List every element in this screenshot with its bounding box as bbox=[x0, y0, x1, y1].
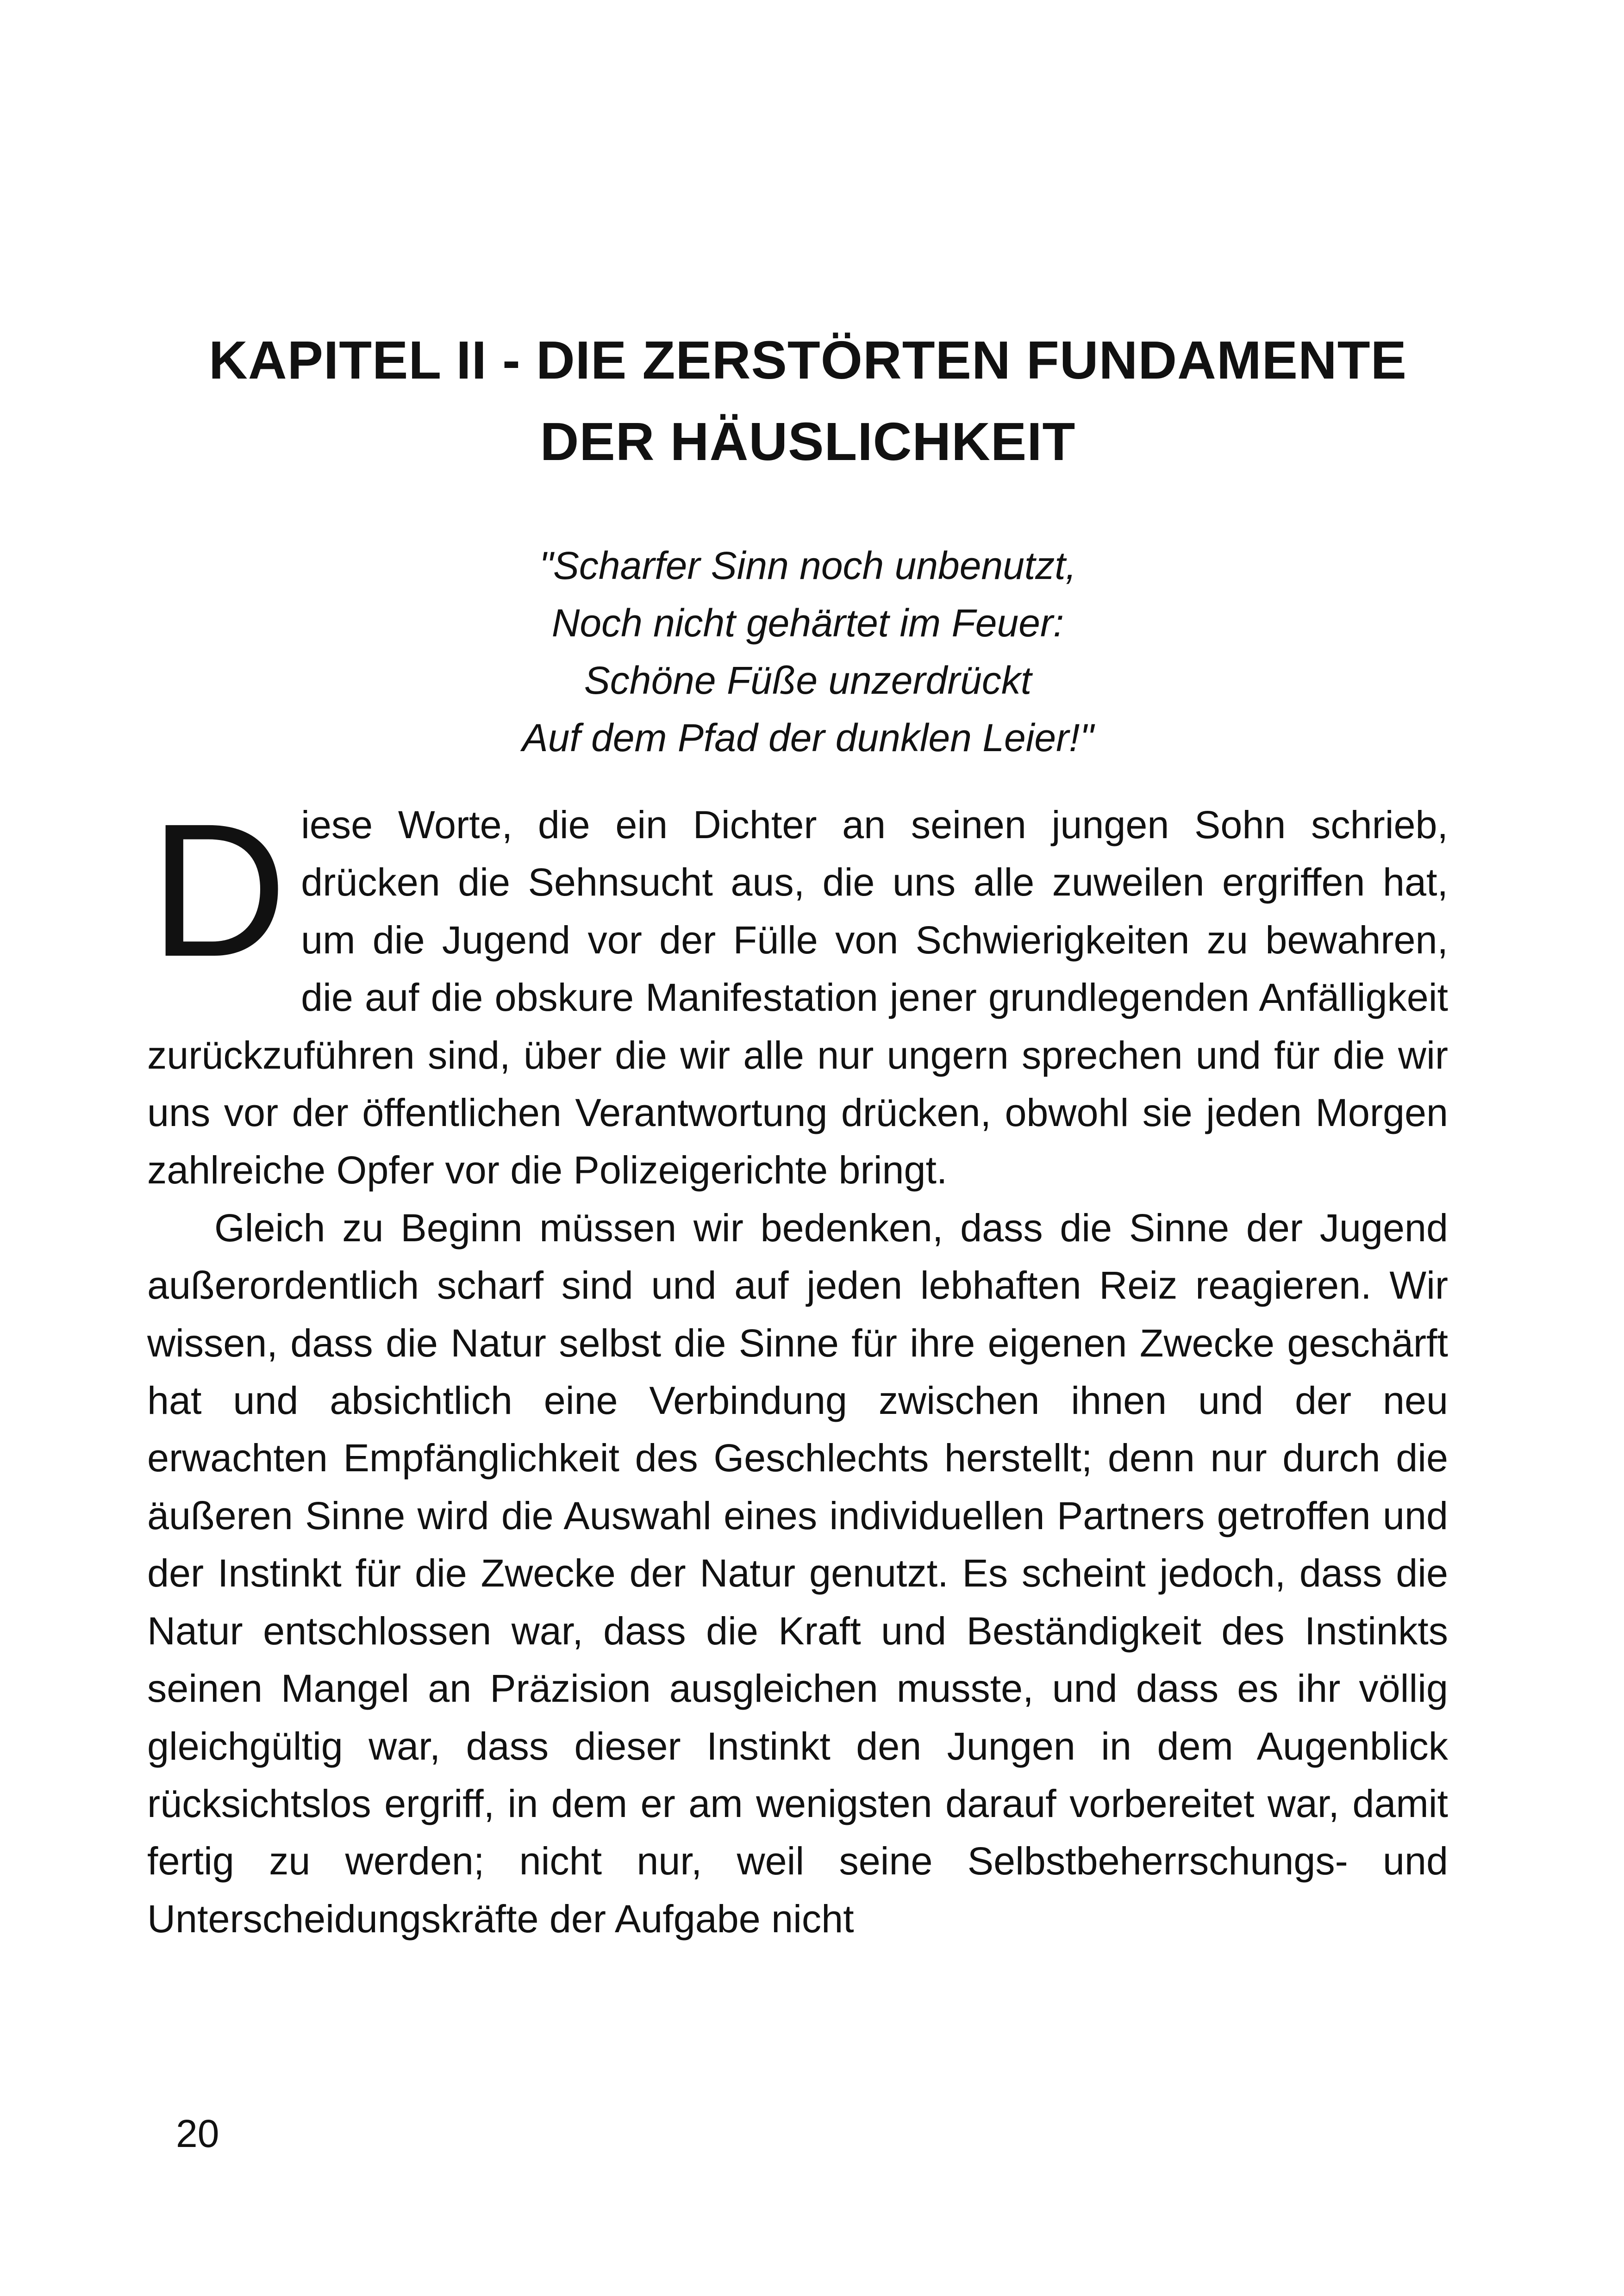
chapter-title bbox=[148, 319, 1468, 482]
body-text bbox=[147, 784, 1448, 1948]
epigraph-line-1: "Scharfer Sinn noch unbenutzt, bbox=[539, 544, 1076, 587]
epigraph-line-2: Noch nicht gehärtet im Feuer: bbox=[551, 601, 1064, 645]
chapter-title-line-1: KAPITEL II - DIE ZERSTÖRTEN FUNDAMENTE bbox=[209, 330, 1407, 390]
drop-cap: D bbox=[150, 784, 287, 996]
epigraph bbox=[148, 537, 1468, 766]
paragraph-2: Gleich zu Beginn müssen wir bedenken, dass die Sinne der Jugend außerordentlich scharf sind und auf jeden lebhaften Reiz reagieren. Wir wissen, dass die Natur selbst die Sinne für ihre eigenen Zwecke geschärft hat und absichtlich eine Verbindung zwischen ihnen und der neu erwachten Empfänglichkeit des Geschlechts herstellt; denn nur durch die äußeren Sinne wird die Auswahl eines individuellen Partners getroffen und der Instinkt für die Zwecke der Natur genutzt. Es scheint jedoch, dass die Natur entschlossen war, dass die Kraft und Beständigkeit des Instinkts seinen Mangel an Präzision ausgleichen musste, und dass es ihr völlig gleichgültig war, dass dieser Instinkt den Jungen in dem Augenblick rücksichtslos ergriff, in dem er am wenigsten darauf vorbereitet war, damit fertig zu werden; nicht nur, weil seine Selbstbeherrschungs- und Unterscheidungskräfte der Aufgabe nicht bbox=[147, 1206, 1448, 1941]
paragraph-1 bbox=[147, 784, 1448, 1199]
chapter-title-line-2: DER HÄUSLICHKEIT bbox=[540, 411, 1076, 472]
paragraph-1-text: iese Worte, die ein Dichter an seinen jungen Sohn schrieb, drücken die Sehnsucht aus, die uns alle zuweilen ergriffen hat, um die Jugend vor der Fülle von Schwierigkeiten zu bewahren, die auf die obskure Manifestation jener grundlegenden Anfälligkeit zurückzuführen sind, über die wir alle nur ungern sprechen und für die wir uns vor der öffentlichen Verantwortung drücken, obwohl sie jeden Morgen zahlreiche Opfer vor die Polizeigerichte bringt. bbox=[147, 803, 1448, 1192]
epigraph-line-3: Schöne Füße unzerdrückt bbox=[584, 659, 1032, 702]
epigraph-line-4: Auf dem Pfad der dunklen Leier!" bbox=[522, 716, 1094, 759]
page-number: 20 bbox=[176, 2112, 219, 2155]
